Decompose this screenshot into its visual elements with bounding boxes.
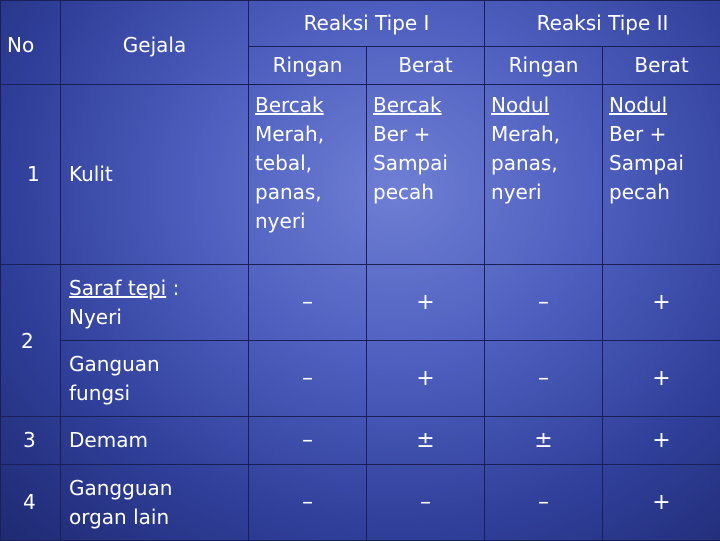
term-saraf-tepi: Saraf tepi — [69, 275, 167, 300]
row-3-t1-ringan: – — [249, 417, 367, 465]
row-1-t2-ringan — [485, 85, 603, 265]
row-3-gejala: Demam — [61, 417, 249, 465]
row-4-gejala — [61, 465, 249, 541]
row-3-no: 3 — [1, 417, 61, 465]
desc-line: nyeri — [255, 209, 306, 233]
desc-line: Merah, — [255, 122, 325, 146]
row-1-t2-berat — [603, 85, 720, 265]
row-2a-t2-ringan: – — [485, 265, 603, 341]
gejala-line: Ganguan — [69, 351, 160, 376]
row-2b-t1-ringan: – — [249, 341, 367, 417]
row-4-t2-ringan: – — [485, 465, 603, 541]
header-no: No — [1, 1, 61, 85]
row-2a-t1-berat: + — [367, 265, 485, 341]
term-bercak: Bercak — [373, 93, 442, 117]
desc-line: panas, — [255, 180, 322, 204]
desc-line: nyeri — [491, 180, 542, 204]
gejala-line: fungsi — [69, 380, 131, 405]
desc-line: Sampai — [609, 151, 684, 175]
row-4-t2-berat: + — [603, 465, 720, 541]
desc-line: Ber + — [609, 122, 667, 146]
row-2b-t1-berat: + — [367, 341, 485, 417]
desc-line: Sampai — [373, 151, 448, 175]
row-4-t1-berat: – — [367, 465, 485, 541]
desc-line: Ber + — [373, 122, 431, 146]
gejala-line: organ lain — [69, 504, 170, 529]
header-t2-berat: Berat — [603, 47, 720, 85]
row-2-no: 2 — [1, 265, 61, 417]
row-2b-t2-berat: + — [603, 341, 720, 417]
header-reaksi-tipe-2: Reaksi Tipe II — [485, 1, 720, 47]
row-4-no: 4 — [1, 465, 61, 541]
header-reaksi-tipe-1: Reaksi Tipe I — [249, 1, 485, 47]
row-1-gejala: Kulit — [61, 85, 249, 265]
term-nodul: Nodul — [609, 93, 668, 117]
row-1-t1-ringan — [249, 85, 367, 265]
desc-line: pecah — [373, 180, 434, 204]
row-1-t1-berat — [367, 85, 485, 265]
header-t1-berat: Berat — [367, 47, 485, 85]
header-t1-ringan: Ringan — [249, 47, 367, 85]
header-gejala: Gejala — [61, 1, 249, 85]
gejala-line: Gangguan — [69, 475, 173, 500]
desc-line: panas, — [491, 151, 558, 175]
desc-line: pecah — [609, 180, 670, 204]
row-2a-gejala — [61, 265, 249, 341]
row-1-no: 1 — [1, 85, 61, 265]
term-bercak: Bercak — [255, 93, 324, 117]
desc-line: Merah, — [491, 122, 561, 146]
row-2b-t2-ringan: – — [485, 341, 603, 417]
row-2b-gejala — [61, 341, 249, 417]
gejala-suffix: : — [166, 275, 180, 300]
row-3-t2-ringan: ± — [485, 417, 603, 465]
header-t2-ringan: Ringan — [485, 47, 603, 85]
row-2a-t1-ringan: – — [249, 265, 367, 341]
term-nodul: Nodul — [491, 93, 550, 117]
row-3-t1-berat: ± — [367, 417, 485, 465]
desc-line: tebal, — [255, 151, 313, 175]
row-2a-t2-berat: + — [603, 265, 720, 341]
gejala-line: Nyeri — [69, 304, 122, 329]
row-4-t1-ringan: – — [249, 465, 367, 541]
row-3-t2-berat: + — [603, 417, 720, 465]
